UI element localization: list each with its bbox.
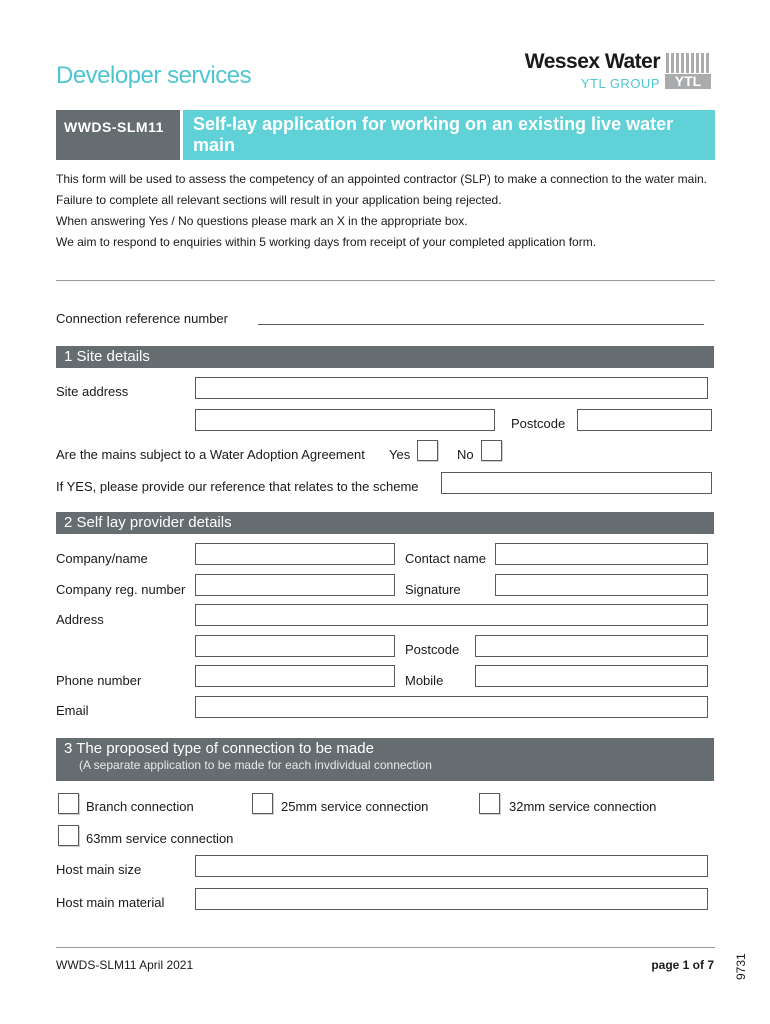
site-address-label: Site address (56, 384, 129, 399)
footer-form-ref: WWDS-SLM11 April 2021 (56, 958, 194, 972)
intro-line-4: We aim to respond to enquiries within 5 working days from receipt of your completed application form. (56, 235, 597, 249)
contact-name-field[interactable] (495, 543, 708, 565)
host-main-material-field[interactable] (195, 888, 708, 910)
section-1-header (56, 346, 714, 368)
company-name-label: Company/name (56, 551, 148, 566)
form-code: WWDS-SLM11 (56, 110, 180, 160)
mobile-field[interactable] (475, 665, 708, 687)
address-field-2[interactable] (195, 635, 395, 657)
section-2-header (56, 512, 714, 534)
no-label: No (457, 447, 474, 462)
signature-field[interactable] (495, 574, 708, 596)
host-main-size-label: Host main size (56, 862, 142, 877)
company-reg-field[interactable] (195, 574, 395, 596)
section-2-title: 2 Self lay provider details (64, 514, 232, 531)
footer-divider (56, 947, 715, 948)
section-name: Developer services (56, 62, 252, 89)
site-address-field-2[interactable] (195, 409, 495, 431)
section-1-title: 1 Site details (64, 348, 150, 365)
adoption-no-checkbox[interactable] (481, 440, 502, 461)
63mm-connection-checkbox[interactable] (58, 825, 79, 846)
phone-label: Phone number (56, 673, 142, 688)
section-3-title: 3 The proposed type of connection to be made (64, 740, 374, 757)
site-postcode-field[interactable] (577, 409, 712, 431)
intro-text (56, 172, 716, 256)
25mm-connection-checkbox[interactable] (252, 793, 273, 814)
document-number: 9731 (734, 953, 748, 980)
adoption-question: Are the mains subject to a Water Adoption Agreement (56, 447, 365, 462)
host-main-material-label: Host main material (56, 895, 165, 910)
host-main-size-field[interactable] (195, 855, 708, 877)
mobile-label: Mobile (405, 673, 444, 688)
form-title: Self-lay application for working on an existing live water main (183, 110, 715, 160)
intro-line-1: This form will be used to assess the competency of an appointed contractor (SLP) to make a connection to the water main. (56, 172, 707, 186)
site-address-field[interactable] (195, 377, 708, 399)
section-3-subtitle: (A separate application to be made for each invdividual connection (79, 758, 432, 772)
32mm-connection-label: 32mm service connection (509, 799, 657, 814)
site-postcode-label: Postcode (511, 416, 566, 431)
connection-ref-input[interactable] (258, 323, 704, 325)
ytl-logo (665, 52, 713, 90)
connection-ref-label: Connection reference number (56, 311, 228, 326)
63mm-connection-label: 63mm service connection (86, 831, 234, 846)
provider-postcode-label: Postcode (405, 642, 460, 657)
email-label: Email (56, 703, 89, 718)
contact-name-label: Contact name (405, 551, 486, 566)
adoption-yes-checkbox[interactable] (417, 440, 438, 461)
signature-label: Signature (405, 582, 461, 597)
divider (56, 280, 715, 281)
32mm-connection-checkbox[interactable] (479, 793, 500, 814)
yes-label: Yes (389, 447, 411, 462)
phone-field[interactable] (195, 665, 395, 687)
page-number: page 1 of 7 (651, 958, 714, 972)
brand-group: YTL GROUP (580, 76, 660, 91)
brand-name: Wessex Water (524, 50, 660, 73)
address-field[interactable] (195, 604, 708, 626)
reference-question: If YES, please provide our reference that relates to the scheme (56, 479, 419, 494)
intro-line-3: When answering Yes / No questions please mark an X in the appropriate box. (56, 214, 468, 228)
provider-postcode-field[interactable] (475, 635, 708, 657)
email-field[interactable] (195, 696, 708, 718)
intro-line-2: Failure to complete all relevant sections will result in your application being rejected. (56, 193, 502, 207)
section-3-header (56, 738, 714, 781)
scheme-reference-field[interactable] (441, 472, 712, 494)
branch-connection-checkbox[interactable] (58, 793, 79, 814)
company-name-field[interactable] (195, 543, 395, 565)
company-reg-label: Company reg. number (56, 582, 186, 597)
address-label: Address (56, 612, 104, 627)
ytl-logo-text: YTL (674, 73, 702, 89)
25mm-connection-label: 25mm service connection (281, 799, 429, 814)
branch-connection-label: Branch connection (86, 799, 194, 814)
